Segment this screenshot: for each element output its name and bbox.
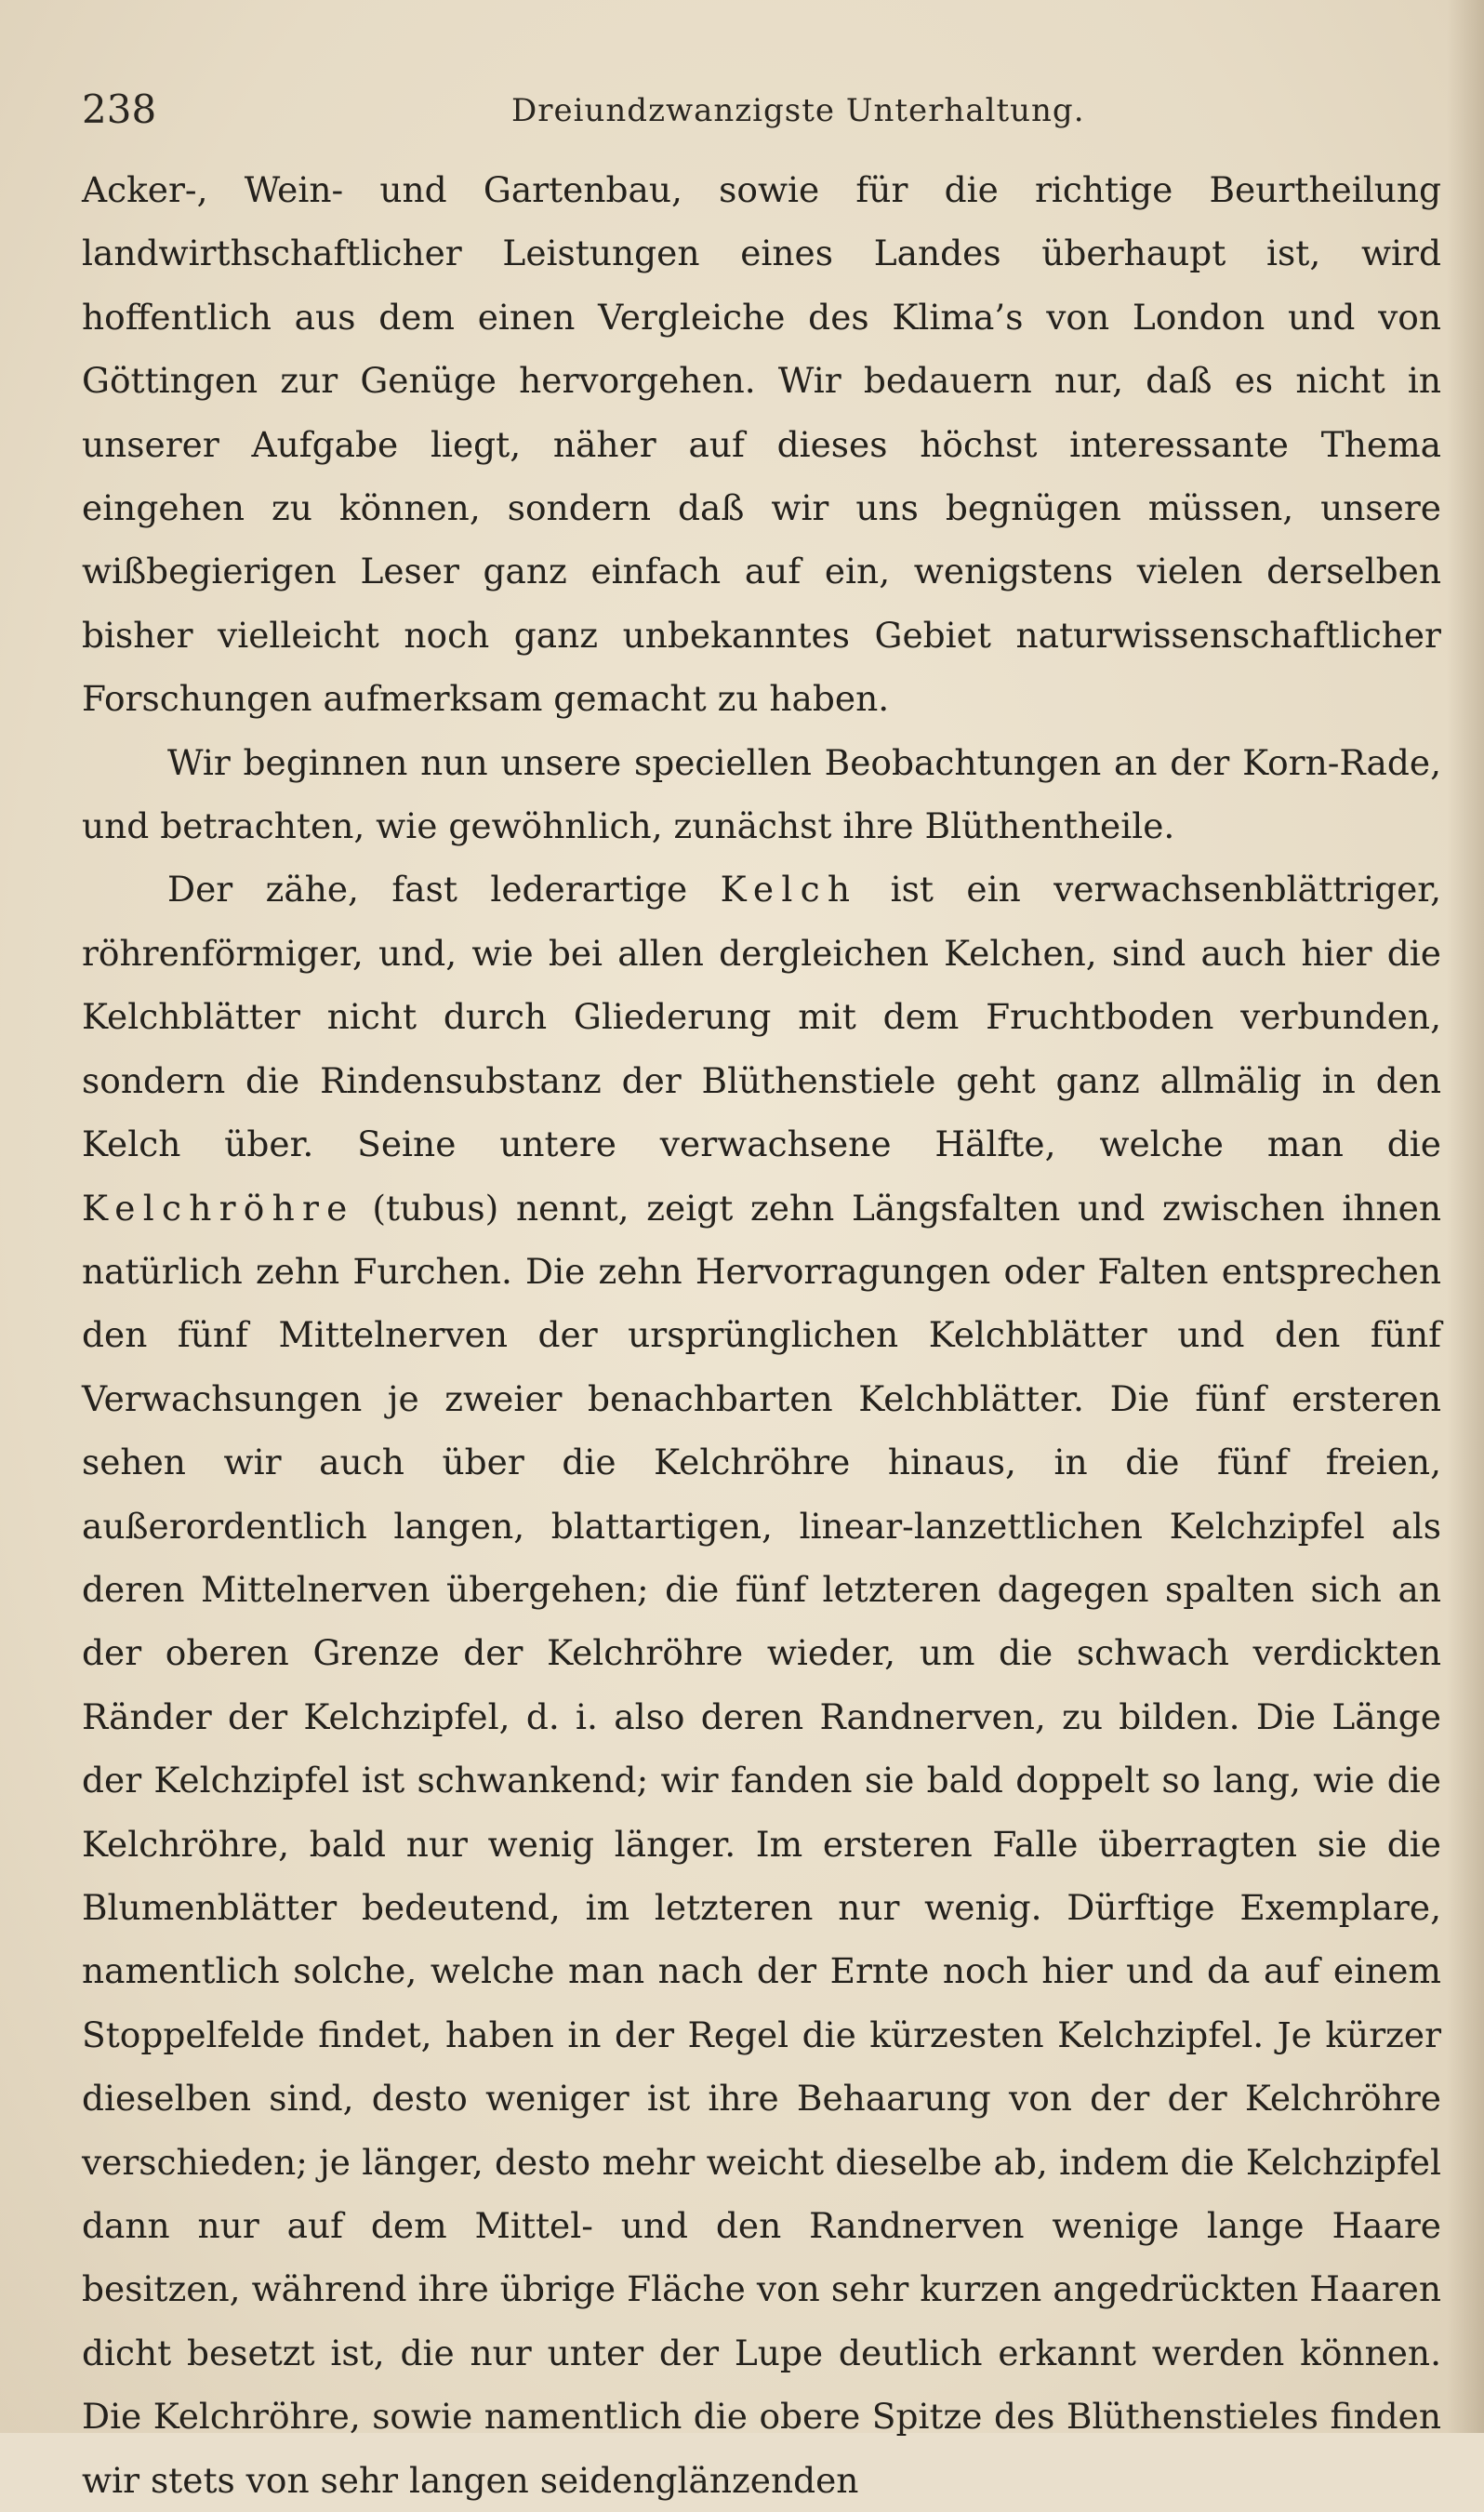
paragraph — [82, 731, 1441, 858]
page-number: 238 — [82, 86, 157, 132]
text-run: Der zähe, fast lederartige — [167, 869, 721, 910]
text-run: (tubus) nennt, zeigt zehn Längsfalten und zwischen ihnen natürlich zehn Furchen. Die zehn Hervorragungen oder Falten entsprechen den fünf Mittelnerven der ursprünglichen Kelchblätter und den fünf Verwachsungen je zweier benachbarten Kelchblätter. Die fünf ersteren sehen wir auch über die Kelchröhre hinaus, in die fünf freien, außerordentlich langen, blattartigen, linear-lanzettlichen Kelchzipfel als deren Mittelnerven übergehen; die fünf letzteren dagegen spalten sich an der oberen Grenze der Kelchröhre wieder, um die schwach verdickten Ränder der Kelchzipfel, d. i. also deren Randnerven, zu bilden. Die Länge der Kelchzipfel ist schwankend; wir fanden sie bald doppelt so lang, wie die Kelchröhre, bald nur wenig länger. Im ersteren Falle überragten sie die Blumenblätter bedeutend, im letzteren nur wenig. Dürftige Exemplare, namentlich solche, welche man nach der Ernte noch hier und da auf einem Stoppelfelde findet, haben in der Regel die kürzesten Kelchzipfel. Je kürzer dieselben sind, desto weniger ist ihre Behaarung von der der Kelchröhre verschieden; je länger, desto mehr weicht dieselbe ab, indem die Kelchzipfel dann nur auf dem Mittel- und den Randnerven wenige lange Haare besitzen, während ihre übrige Fläche von sehr kurzen angedrückten Haaren dicht besetzt ist, die nur unter der Lupe deutlich erkannt werden können. Die Kelchröhre, sowie namentlich die obere Spitze des Blüthenstieles finden wir stets von sehr langen seidenglänzenden — [82, 1187, 1441, 2501]
text-run: Wir beginnen nun unsere speciellen Beobachtungen an der Korn-Rade, und betrachten, wie gewöhnlich, zunächst ihre Blüthentheile. — [82, 741, 1441, 847]
paragraph — [82, 158, 1441, 731]
running-head: Dreiundzwanzigste Unterhaltung. — [511, 92, 1085, 129]
emphasized-term: Kelchröhre — [82, 1187, 355, 1229]
paragraph — [82, 857, 1441, 2512]
body-text — [82, 158, 1441, 2512]
text-run: ist ein verwachsenblättriger, röhrenförmiger, und, wie bei allen dergleichen Kelchen, sind auch hier die Kelchblätter nicht durch Gliederung mit dem Fruchtboden verbunden, sondern die Rindensubstanz der Blüthenstiele geht ganz allmälig in den Kelch über. Seine untere verwachsene Hälfte, welche man die — [82, 869, 1441, 1165]
emphasized-term: Kelch — [720, 869, 858, 910]
page-header — [82, 86, 1458, 134]
spine-shadow — [1447, 0, 1484, 2433]
text-run: Acker-, Wein- und Gartenbau, sowie für die richtige Beurtheilung landwirthschaftlicher Leistungen eines Landes überhaupt ist, wird hoffentlich aus dem einen Vergleiche des Klima’s von London und von Göttingen zur Genüge hervorgehen. Wir bedauern nur, daß es nicht in unserer Aufgabe liegt, näher auf dieses höchst interessante Thema eingehen zu können, sondern daß wir uns begnügen müssen, unsere wißbegierigen Leser ganz einfach auf ein, wenigstens vielen derselben bisher vielleicht noch ganz unbekanntes Gebiet naturwissenschaftlicher Forschungen aufmerksam gemacht zu haben. — [82, 169, 1441, 720]
